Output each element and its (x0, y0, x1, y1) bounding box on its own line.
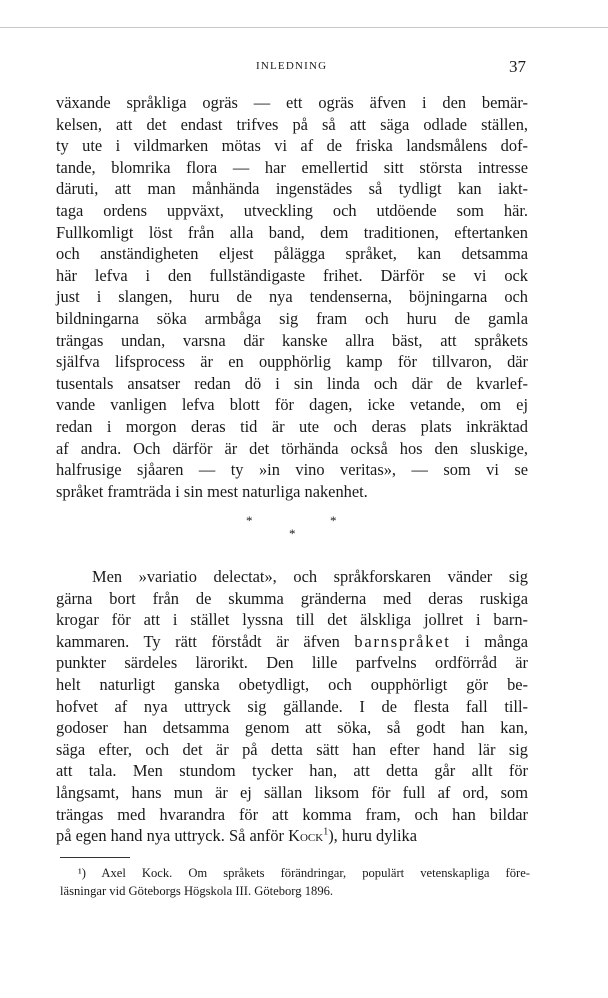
text-line: gärna bort från de skumma gränderna med deras ruskiga (56, 588, 528, 608)
text-fragment: kammaren. (56, 631, 130, 651)
text-line: trängas undan, varsna där kanske allra bäst, att språkets (56, 330, 528, 350)
text-line: ty ute i vildmarken mötas vi af de friska landsmålens dof- (56, 136, 528, 156)
footnote-marker: ¹) (78, 866, 86, 880)
asterisk: * (289, 526, 296, 541)
text-fragment: Men »variatio delectat», och språkforskaren vänder sig (92, 567, 528, 586)
text-line (56, 631, 528, 653)
page-number: 37 (509, 57, 526, 76)
text-line: trängas med hvarandra för att komma fram, och han bildar (56, 804, 528, 824)
footnote-separator (60, 857, 130, 858)
text-line: helt naturligt ganska obetydligt, och oupphörligt gör be- (56, 674, 528, 694)
text-fragment: ), huru dylika (328, 826, 417, 846)
text-fragment: Ty rätt förstådt är äfven (143, 631, 340, 651)
paragraph-2 (56, 566, 528, 847)
text-fragment: i många (465, 631, 528, 651)
text-line: krogar för att i stället lyssna till det älskliga jollret i barn- (56, 610, 528, 630)
text-line: tusentals ansatser redan dö i sin linda och där de kvarlef- (56, 373, 528, 393)
running-title: INLEDNING (256, 60, 328, 72)
text-line: tande, blomrika flora — har emellertid sitt största intresse (56, 157, 528, 177)
text-line: just i slangen, huru de nya tendenserna, böjningarna och (56, 287, 528, 307)
text-line: godoser han detsamma genom att söka, så godt han kan, (56, 718, 528, 738)
text-line: halfrusige sjåaren — ty »in vino veritas», — som vi se (56, 460, 528, 480)
text-line: taga ordens uppväxt, utveckling och utdöende som här. (56, 200, 528, 220)
text-line: själfva lifsprocess är en oupphörlig kamp för tillvaron, där (56, 352, 528, 372)
text-line: vande vanligen lefva blott för dagen, icke vetande, om ej (56, 395, 528, 415)
text-line: Fullkomligt löst från alla band, dem traditionen, eftertanken (56, 222, 528, 242)
text-line: bildningarna söka armbåga sig fram och huru de gamla (56, 308, 528, 328)
section-break-asterisks (0, 512, 608, 542)
text-line: redan i morgon deras tid är ute och deras plats inkräktad (56, 416, 528, 436)
text-line: långsamt, hans mun är ej sällan liksom för full af ord, som (56, 782, 528, 802)
text-line (56, 566, 528, 588)
footnote (60, 864, 530, 900)
text-line: hofvet af nya uttryck sig gällande. I de flesta fall till- (56, 696, 528, 716)
text-fragment: på egen hand nya uttryck. Så anför (56, 826, 285, 846)
text-line (56, 825, 528, 847)
asterisk: * (330, 513, 337, 528)
text-line: att tala. Men stundom tycker han, att detta går allt för (56, 761, 528, 781)
top-page-edge-rule (0, 27, 608, 28)
emphasized-term: barnspråket (354, 631, 451, 651)
footnote-line: läsningar vid Göteborgs Högskola III. Göteborg 1896. (60, 884, 334, 898)
text-line: af andra. Och därför är det törhända också hos den sluskige, (56, 438, 528, 458)
text-line: kelsen, att det endast trifves på så att säga odlade ställen, (56, 114, 528, 134)
text-line: växande språkliga ogräs — ett ogräs äfven i den bemär- (56, 93, 528, 112)
text-line: säga efter, och det är på detta sätt han efter hand lär sig (56, 739, 528, 759)
paragraph-1 (56, 92, 528, 502)
text-line: här lefva i den fullständigaste frihet. Därför se vi ock (56, 265, 528, 285)
text-line: och anständigheten eljest pålägga språket, kan detsamma (56, 244, 528, 264)
footnote-line (60, 864, 530, 882)
text-line: språket framträda i sin mest naturliga nakenhet. (56, 481, 368, 501)
asterisk: * (246, 513, 253, 528)
footnote-text: Axel Kock. Om språkets förändringar, populärt vetenskapliga före- (101, 866, 530, 880)
author-name: Kock (288, 826, 324, 846)
text-line: punkter särdeles lärorikt. Den lille parfvelns ordförråd är (56, 653, 528, 673)
text-line: däruti, att man månhända ingenstädes så tydligt kan iakt- (56, 179, 528, 199)
footnote-reference: 1 (323, 826, 329, 838)
